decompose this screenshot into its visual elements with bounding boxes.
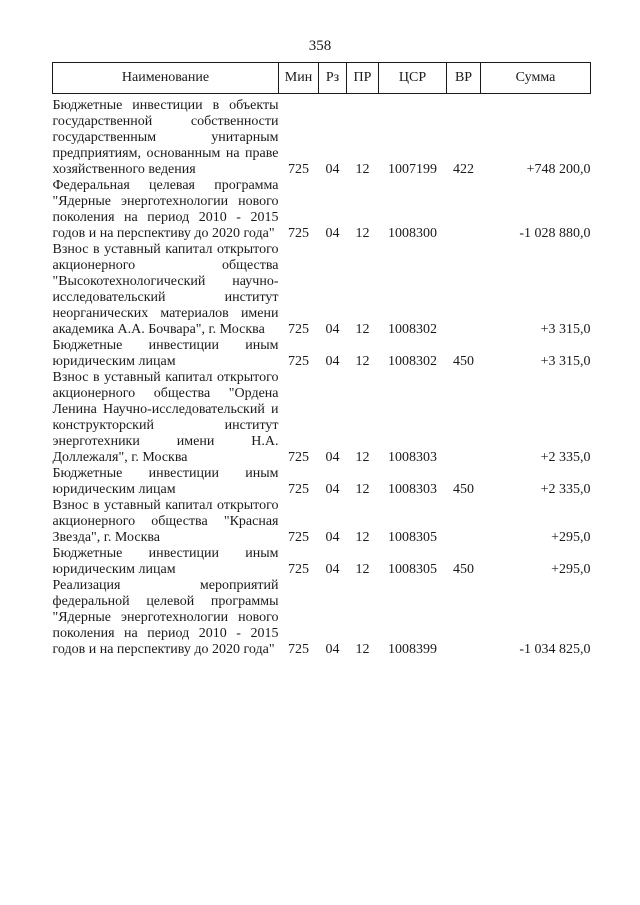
row-vr: 422 bbox=[453, 162, 474, 177]
row-csr: 1008303 bbox=[388, 482, 437, 497]
table-row bbox=[53, 546, 591, 578]
row-min: 725 bbox=[288, 322, 309, 337]
row-rz: 04 bbox=[325, 482, 340, 497]
row-csr: 1008302 bbox=[388, 322, 437, 337]
row-rz: 04 bbox=[325, 642, 340, 657]
table-row bbox=[53, 178, 591, 242]
table-row bbox=[53, 94, 591, 179]
row-pr: 12 bbox=[355, 562, 370, 577]
row-rz: 04 bbox=[325, 562, 340, 577]
header-pr: ПР bbox=[347, 63, 379, 94]
page-number: 358 bbox=[308, 38, 332, 54]
row-rz: 04 bbox=[325, 530, 340, 545]
table-row bbox=[53, 578, 591, 658]
row-min: 725 bbox=[288, 642, 309, 657]
header-min: Мин bbox=[279, 63, 319, 94]
row-sum: +295,0 bbox=[551, 562, 591, 577]
row-pr: 12 bbox=[355, 530, 370, 545]
row-sum: +3 315,0 bbox=[540, 322, 591, 337]
row-pr: 12 bbox=[355, 226, 370, 241]
row-vr: 450 bbox=[453, 562, 474, 577]
row-sum: +2 335,0 bbox=[540, 450, 591, 465]
row-pr: 12 bbox=[355, 642, 370, 657]
row-min: 725 bbox=[288, 450, 309, 465]
row-pr: 12 bbox=[355, 450, 370, 465]
row-min: 725 bbox=[288, 530, 309, 545]
row-name: Взнос в уставный капитал открытого акционерного общества "Ордена Ленина Научно-исследовательский и конструкторский институт энерготехники имени Н.А. Доллежаля", г. Москва bbox=[52, 370, 279, 465]
row-name: Взнос в уставный капитал открытого акционерного общества "Высокотехнологический научно-исследовательский институт неорганических материалов имени академика А.А. Бочвара", г. Москва bbox=[52, 242, 279, 337]
row-vr bbox=[447, 578, 481, 658]
table-row bbox=[53, 466, 591, 498]
row-min: 725 bbox=[288, 482, 309, 497]
header-rz: Рз bbox=[319, 63, 347, 94]
header-sum: Сумма bbox=[481, 63, 591, 94]
row-pr: 12 bbox=[355, 162, 370, 177]
row-pr: 12 bbox=[355, 322, 370, 337]
row-name: Взнос в уставный капитал открытого акционерного общества "Красная Звезда", г. Москва bbox=[52, 498, 279, 545]
row-csr: 1008305 bbox=[388, 530, 437, 545]
row-name: Бюджетные инвестиции иным юридическим лицам bbox=[52, 466, 279, 497]
row-pr: 12 bbox=[355, 482, 370, 497]
header-vr: ВР bbox=[447, 63, 481, 94]
row-vr bbox=[447, 370, 481, 466]
row-csr: 1008305 bbox=[388, 562, 437, 577]
row-rz: 04 bbox=[325, 450, 340, 465]
row-vr: 450 bbox=[453, 354, 474, 369]
row-csr: 1007199 bbox=[388, 162, 437, 177]
row-csr: 1008399 bbox=[388, 642, 437, 657]
row-csr: 1008302 bbox=[388, 354, 437, 369]
table-row bbox=[53, 370, 591, 466]
row-min: 725 bbox=[288, 226, 309, 241]
row-rz: 04 bbox=[325, 354, 340, 369]
row-pr: 12 bbox=[355, 354, 370, 369]
table-row bbox=[53, 242, 591, 338]
table-row bbox=[53, 498, 591, 546]
row-csr: 1008303 bbox=[388, 450, 437, 465]
row-min: 725 bbox=[288, 562, 309, 577]
row-sum: +3 315,0 bbox=[540, 354, 591, 369]
row-rz: 04 bbox=[325, 322, 340, 337]
row-name: Реализация мероприятий федеральной целевой программы "Ядерные энерготехнологии нового поколения на период 2010 - 2015 годов и на перспективу до 2020 года" bbox=[52, 578, 279, 657]
table-header-row bbox=[53, 63, 591, 94]
row-vr bbox=[447, 178, 481, 242]
row-min: 725 bbox=[288, 162, 309, 177]
row-rz: 04 bbox=[325, 162, 340, 177]
row-vr: 450 bbox=[453, 482, 474, 497]
header-csr: ЦСР bbox=[379, 63, 447, 94]
table-row bbox=[53, 338, 591, 370]
row-name: Бюджетные инвестиции иным юридическим лицам bbox=[52, 338, 279, 369]
row-csr: 1008300 bbox=[388, 226, 437, 241]
row-name: Федеральная целевая программа "Ядерные энерготехнологии нового поколения на период 2010 - 2015 годов и на перспективу до 2020 года" bbox=[52, 178, 279, 241]
row-min: 725 bbox=[288, 354, 309, 369]
row-name: Бюджетные инвестиции в объекты государственной собственности государственным унитарным предприятиям, основанным на праве хозяйственного ведения bbox=[52, 98, 279, 177]
budget-table bbox=[52, 62, 591, 658]
header-name: Наименование bbox=[53, 63, 279, 94]
row-sum: -1 028 880,0 bbox=[519, 226, 591, 241]
row-sum: +295,0 bbox=[551, 530, 591, 545]
row-vr bbox=[447, 498, 481, 546]
row-sum: +2 335,0 bbox=[540, 482, 591, 497]
row-sum: +748 200,0 bbox=[526, 162, 591, 177]
row-rz: 04 bbox=[325, 226, 340, 241]
row-vr bbox=[447, 242, 481, 338]
row-name: Бюджетные инвестиции иным юридическим лицам bbox=[52, 546, 279, 577]
row-sum: -1 034 825,0 bbox=[519, 642, 591, 657]
